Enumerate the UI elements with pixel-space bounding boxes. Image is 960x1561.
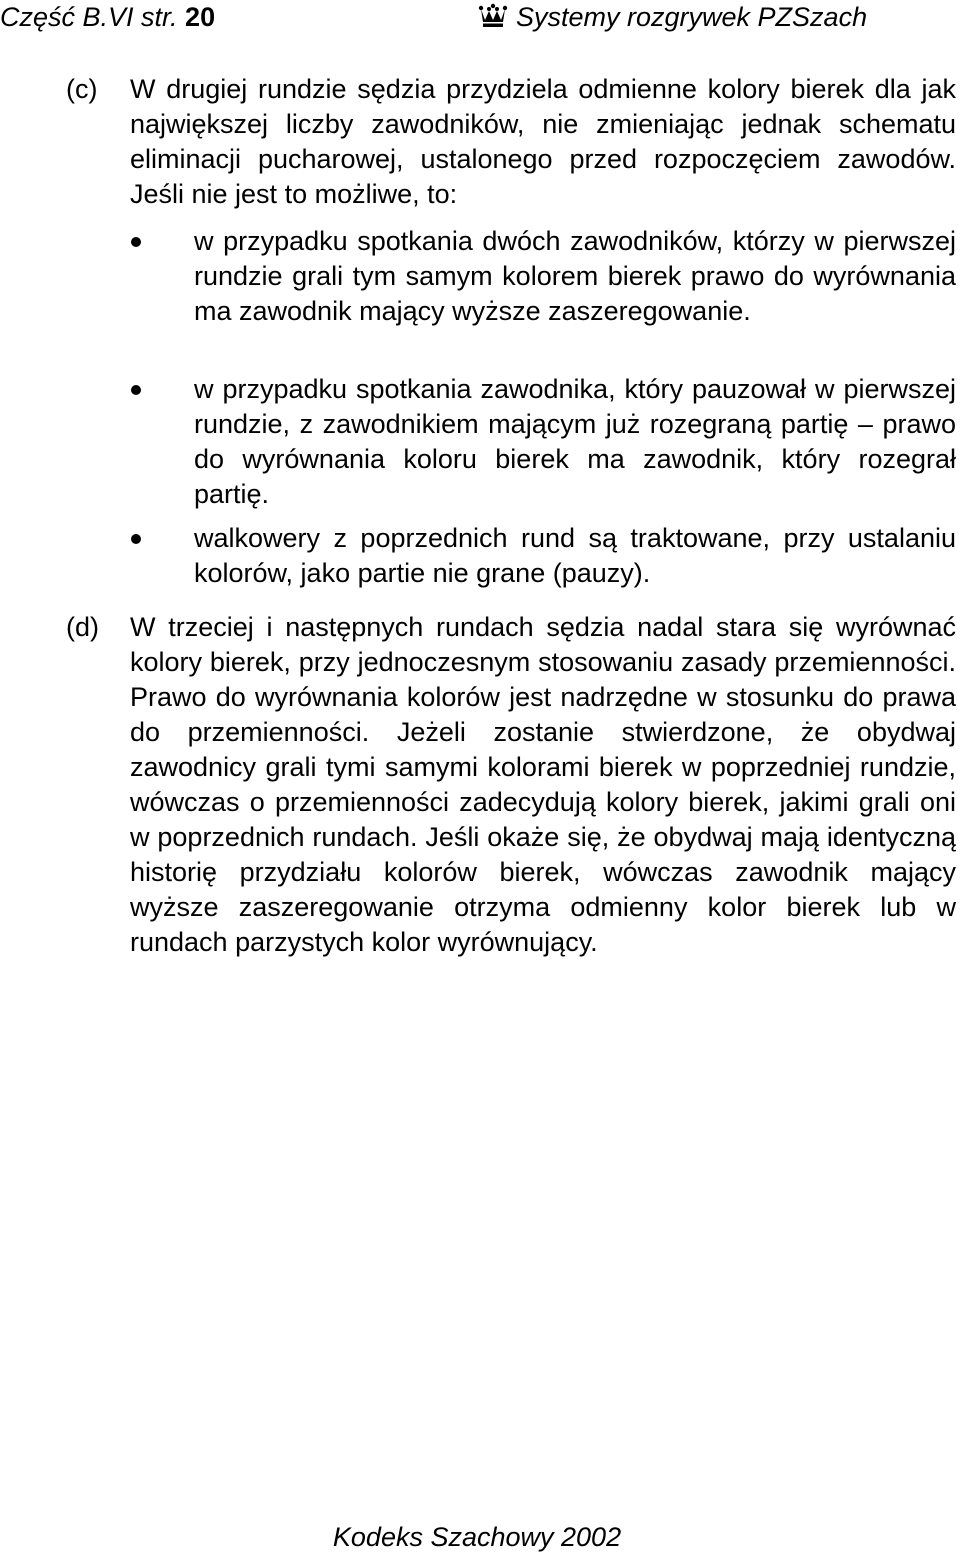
bullet-text: w przypadku spotkania dwóch zawodników, którzy w pierwszej rundzie grali tym samym kolorem bierek prawo do wyrównania ma zawodnik mający wyższe zaszeregowanie. [194, 226, 956, 326]
bullet-text: w przypadku spotkania zawodnika, który pauzował w pierwszej rundzie, z zawodnikiem mającym już rozegraną partię – prawo do wyrównania koloru bierek ma zawodnik, który rozegrał partię. [194, 374, 956, 509]
header-page-ref [0, 2, 215, 33]
page-header [0, 0, 960, 40]
bullet-dot-icon [131, 385, 141, 395]
bullet-dot-icon [131, 534, 141, 544]
section-c-text: W drugiej rundzie sędzia przydziela odmienne kolory bierek dla jak największej liczby zawodników, nie zmieniając jednak schematu eliminacji pucharowej, ustalonego przed rozpoczęciem zawodów. Jeśli nie jest to możliwe, to: [130, 74, 956, 209]
crown-icon [478, 3, 508, 29]
section-d-text: W trzeciej i następnych rundach sędzia nadal stara się wyrównać kolory bierek, przy jednoczesnym stosowaniu zasady przemienności. Prawo do wyrównania kolorów jest nadrzędne w stosunku do prawa do przemienności. Jeżeli zostanie stwierdzone, że obydwaj zawodnicy grali tymi samymi kolorami bierek w poprzedniej rundzie, wówczas o przemienności zadecydują kolory bierek, jakimi grali oni w poprzednich rundach. Jeśli okaże się, że obydwaj mają identyczną historię przydziału kolorów bierek, wówczas zawodnik mający wyższe zaszeregowanie otrzyma odmienny kolor bierek lub w rundach parzystych kolor wyrównujący. [130, 612, 956, 957]
page-number: 20 [185, 2, 216, 32]
footer-text: Kodeks Szachowy 2002 [332, 1522, 622, 1552]
section-d-label: (d) [66, 612, 99, 642]
bullet-dot-icon [131, 237, 141, 247]
section-c-label: (c) [66, 74, 98, 104]
part-label: Część B.VI str. [0, 2, 178, 32]
page-footer [0, 1522, 960, 1553]
publication-title: Systemy rozgrywek PZSzach [516, 2, 868, 32]
bullet-text: walkowery z poprzednich rund są traktowane, przy ustalaniu kolorów, jako partie nie grane (pauzy). [194, 523, 956, 588]
header-publication [478, 2, 867, 33]
